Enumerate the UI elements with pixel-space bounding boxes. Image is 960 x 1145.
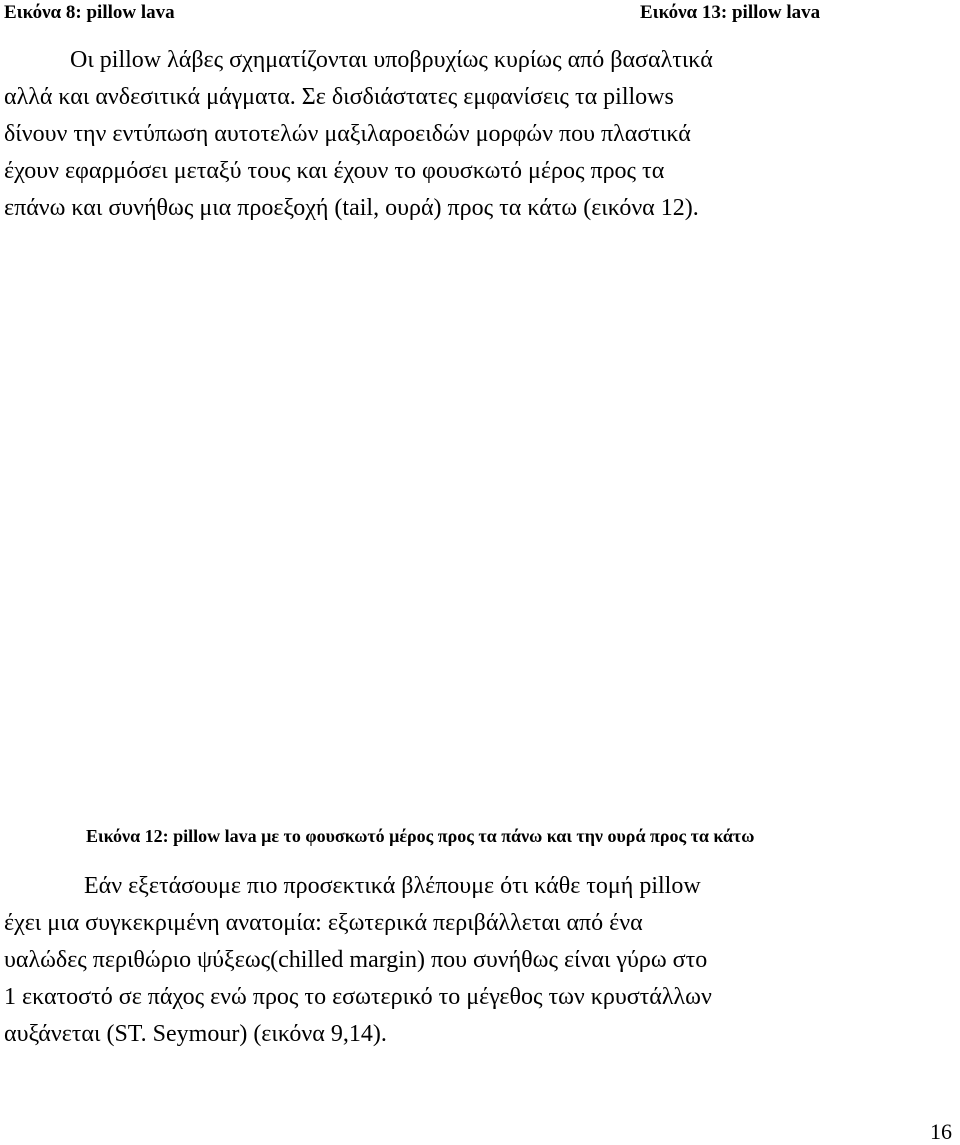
figure-8-caption: Εικόνα 8: pillow lava: [4, 2, 175, 23]
anatomy-paragraph: [4, 868, 944, 1053]
page-number: 16: [930, 1119, 952, 1144]
paragraph-line: επάνω και συνήθως μια προεξοχή (tail, ουρά) προς τα κάτω (εικόνα 12).: [4, 195, 699, 221]
figure-12-area: [4, 240, 944, 810]
paragraph-line: Οι pillow λάβες σχηματίζονται υποβρυχίως κυρίως από βασαλτικά: [70, 47, 713, 73]
pillow-lava-paragraph: [4, 42, 944, 227]
paragraph-line: έχει μια συγκεκριμένη ανατομία: εξωτερικά περιβάλλεται από ένα: [4, 910, 643, 936]
paragraph-line: υαλώδες περιθώριο ψύξεως(chilled margin) που συνήθως είναι γύρω στο: [4, 947, 708, 973]
paragraph-line: Εάν εξετάσουμε πιο προσεκτικά βλέπουμε ότι κάθε τομή pillow: [84, 873, 701, 899]
paragraph-line: αλλά και ανδεσιτικά μάγματα. Σε δισδιάστατες εμφανίσεις τα pillows: [4, 84, 674, 110]
paragraph-line: έχουν εφαρμόσει μεταξύ τους και έχουν το φουσκωτό μέρος προς τα: [4, 158, 665, 184]
figure-13-caption: Εικόνα 13: pillow lava: [640, 2, 821, 23]
paragraph-line: δίνουν την εντύπωση αυτοτελών μαξιλαροειδών μορφών που πλαστικά: [4, 121, 691, 147]
paragraph-line: αυξάνεται (ST. Seymour) (εικόνα 9,14).: [4, 1021, 387, 1047]
paragraph-line: 1 εκατοστό σε πάχος ενώ προς το εσωτερικό το μέγεθος των κρυστάλλων: [4, 984, 712, 1010]
figure-12-caption: Εικόνα 12: pillow lava με το φουσκωτό μέρος προς τα πάνω και την ουρά προς τα κάτω: [86, 826, 755, 846]
